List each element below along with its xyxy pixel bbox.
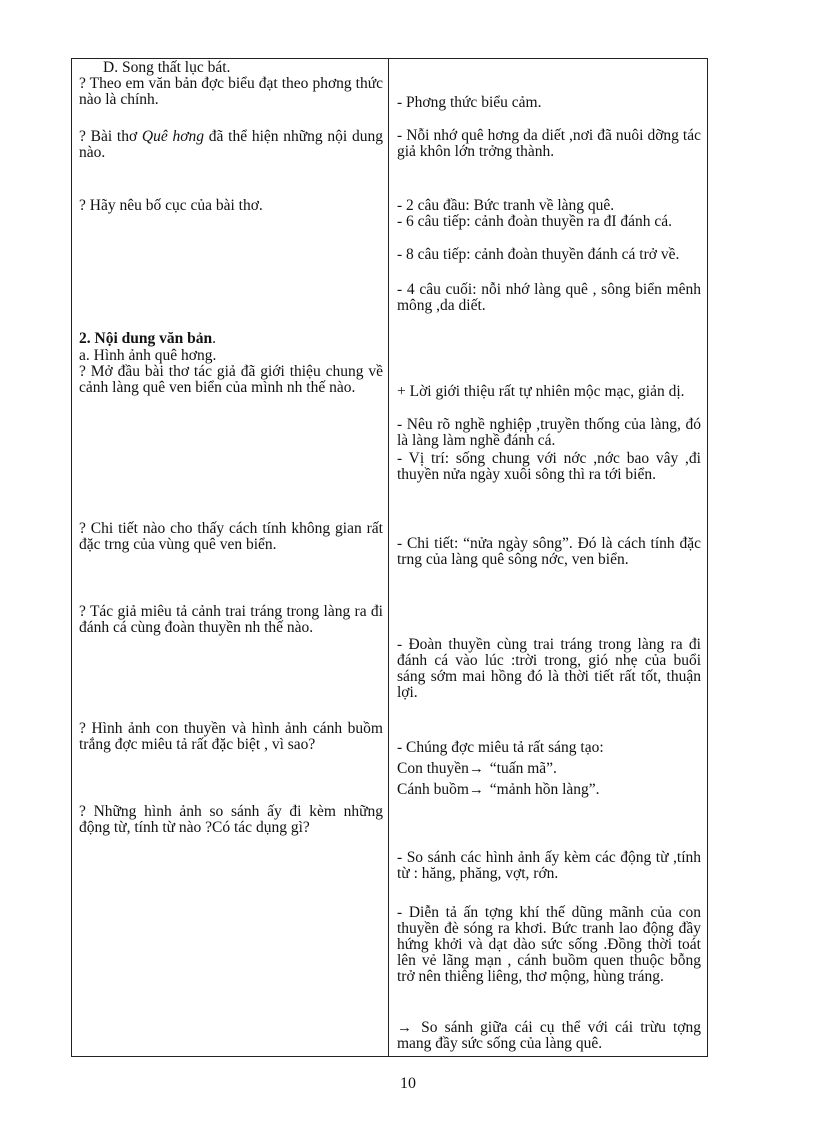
- answer-comparison-1: - So sánh các hình ảnh ấy kèm các động từ ,tính từ : hăng, phăng, vợt, rớn.: [397, 849, 701, 882]
- arrow-right-icon: →: [397, 1020, 412, 1036]
- answer-boat-2-pre: Con thuyền: [397, 760, 469, 777]
- answer-intro-2: - Nêu rõ nghề nghiệp ,truyền thống của làng, đó là làng làm nghề đánh cá.: [397, 416, 701, 449]
- poem-title: Quê hơng: [141, 128, 205, 145]
- answer-layout-2: - 6 câu tiếp: cảnh đoàn thuyền ra đI đánh cá.: [397, 213, 673, 230]
- column-divider: [388, 59, 389, 1056]
- page-number: 10: [400, 1075, 416, 1092]
- answer-layout-4: - 4 câu cuối: nỗi nhớ làng quê , sông biển mênh mông ,da diết.: [397, 281, 701, 314]
- answer-layout-1: - 2 câu đầu: Bức tranh về làng quê.: [397, 197, 615, 214]
- answer-comparison-3: [397, 1020, 701, 1052]
- arrow-right-icon: →: [468, 761, 484, 777]
- question-fishing: ? Tác giả miêu tả cảnh trai tráng trong làng ra đi đánh cá cùng đoàn thuyền nh thế nào.: [79, 603, 383, 636]
- question-comparison: ? Những hình ảnh so sánh ấy đi kèm những động từ, tính từ nào ?Có tác dụng gì?: [79, 803, 383, 836]
- answer-intro-3: - Vị trí: sống chung với nớc ,nớc bao vây ,đi thuyền nửa ngày xuôi sông thì ra tới biển.: [397, 450, 701, 483]
- answer-boat-2: [397, 761, 701, 777]
- option-d: D. Song thất lục bát.: [103, 59, 231, 76]
- answer-boat-3-pre: Cánh buồm: [397, 781, 469, 798]
- answer-fishing: - Đoàn thuyền cùng trai tráng trong làng ra đi đánh cá vào lúc :trời trong, gió nhẹ của buổi sáng sớm mai hồng đó là thời tiết rất tốt, thuận lợi.: [397, 636, 701, 701]
- question-method: ? Theo em văn bản đợc biểu đạt theo phơng thức nào là chính.: [79, 75, 383, 108]
- section-title-text: 2. Nội dung văn bản: [79, 330, 213, 347]
- section-title: [79, 331, 383, 347]
- answer-space: - Chi tiết: “nửa ngày sông”. Đó là cách tính đặc trng của làng quê sông nớc, ven biển.: [397, 535, 701, 568]
- answer-boat-3-post: “mảnh hồn làng”.: [485, 781, 600, 798]
- answer-comparison-3-text: So sánh giữa cái cụ thể với cái trừu tợng mang đầy sức sống của làng quê.: [397, 1019, 701, 1052]
- answer-intro-1: + Lời giới thiệu rất tự nhiên mộc mạc, giản dị.: [397, 383, 685, 400]
- question-layout: ? Hãy nêu bố cục của bài thơ.: [79, 197, 263, 214]
- question-intro: ? Mở đầu bài thơ tác giả đã giới thiệu chung về cảnh làng quê ven biển của mình nh thế nào.: [79, 363, 383, 396]
- answer-comparison-2: - Diễn tả ấn tợng khí thế dũng mãnh của con thuyền đè sóng ra khơi. Bức tranh lao động đầy hứng khởi và dạt dào sức sống .Đồng thời toát lên vẻ lãng mạn , cánh buồm quen thuộc bỗng trở nên thiêng liêng, thơ mộng, hùng tráng.: [397, 904, 701, 985]
- section-title-dot: .: [212, 330, 216, 347]
- question-content-post: đã thể hiện những nội dung nào.: [79, 128, 383, 161]
- question-content-pre: ? Bài thơ: [79, 128, 142, 145]
- arrow-right-icon: →: [468, 782, 484, 798]
- question-content: [79, 129, 383, 161]
- answer-layout-3: - 8 câu tiếp: cảnh đoàn thuyền đánh cá trở về.: [397, 246, 680, 263]
- subsection-title: a. Hình ảnh quê hơng.: [79, 347, 217, 364]
- answer-boat-2-post: “tuấn mã”.: [485, 760, 557, 777]
- answer-content: - Nỗi nhớ quê hơng da diết ,nơi đã nuôi dỡng tác giả khôn lớn trởng thành.: [397, 127, 701, 160]
- answer-method: - Phơng thức biểu cảm.: [397, 94, 542, 111]
- content-table: [71, 58, 708, 1057]
- question-space: ? Chi tiết nào cho thấy cách tính không gian rất đặc trng của vùng quê ven biển.: [79, 520, 383, 553]
- question-boat: ? Hình ảnh con thuyền và hình ảnh cánh buồm trắng đợc miêu tả rất đặc biệt , vì sao?: [79, 720, 383, 753]
- answer-boat-1: - Chúng đợc miêu tả rất sáng tạo:: [397, 739, 604, 756]
- answer-boat-3: [397, 782, 701, 798]
